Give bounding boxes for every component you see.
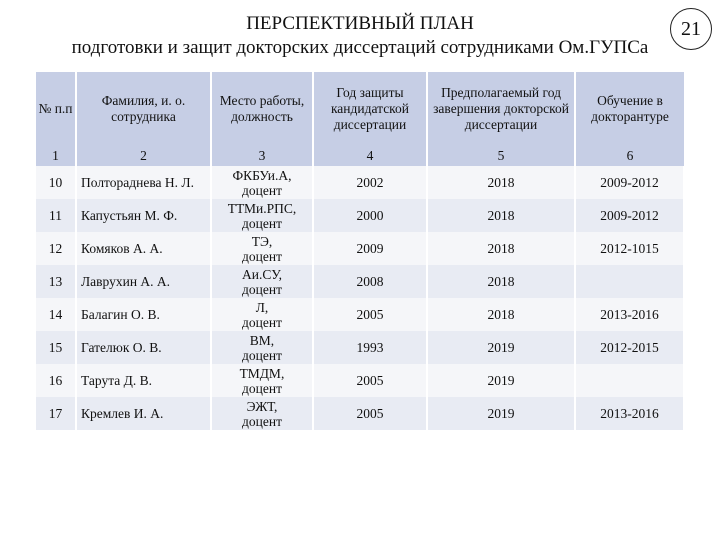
header-row	[36, 72, 684, 146]
completion-year: 2019	[427, 397, 575, 430]
row-number: 15	[36, 331, 76, 364]
employee-name: Балагин О. В.	[76, 298, 211, 331]
completion-year: 2019	[427, 331, 575, 364]
completion-year: 2018	[427, 166, 575, 199]
employee-name: Полтораднева Н. Л.	[76, 166, 211, 199]
workplace: ТЭ,	[251, 233, 273, 249]
workplace: ВМ,	[249, 332, 275, 348]
completion-year: 2019	[427, 364, 575, 397]
defense-year: 2005	[313, 364, 427, 397]
completion-year: 2018	[427, 199, 575, 232]
header-doctorate: Обучение в докторантуре	[575, 72, 684, 146]
header-number: № п.п	[36, 72, 76, 146]
position: доцент	[242, 215, 282, 231]
row-number: 12	[36, 232, 76, 265]
position: доцент	[242, 182, 282, 198]
column-number: 4	[313, 146, 427, 166]
employee-name: Гателюк О. В.	[76, 331, 211, 364]
employee-name: Тарута Д. В.	[76, 364, 211, 397]
doctorate-period: 2012-2015	[575, 331, 684, 364]
defense-year: 2009	[313, 232, 427, 265]
column-number: 6	[575, 146, 684, 166]
workplace-position	[211, 265, 313, 298]
position: доцент	[242, 248, 282, 264]
doctorate-period: 2009-2012	[575, 199, 684, 232]
row-number: 17	[36, 397, 76, 430]
page-number-badge: 21	[670, 8, 712, 50]
position: доцент	[242, 413, 282, 429]
row-number: 10	[36, 166, 76, 199]
workplace-position	[211, 331, 313, 364]
workplace: Л,	[255, 299, 269, 315]
defense-year: 2000	[313, 199, 427, 232]
page-title	[0, 12, 720, 60]
table-row	[36, 397, 684, 430]
employee-name: Кремлев И. А.	[76, 397, 211, 430]
completion-year: 2018	[427, 232, 575, 265]
column-number: 5	[427, 146, 575, 166]
workplace: ТТМи.РПС,	[227, 200, 297, 216]
workplace: ТМДМ,	[239, 365, 285, 381]
table-row	[36, 331, 684, 364]
doctorate-period: 2013-2016	[575, 397, 684, 430]
doctorate-period: 2009-2012	[575, 166, 684, 199]
title-line-1: ПЕРСПЕКТИВНЫЙ ПЛАН	[246, 13, 474, 34]
table-row	[36, 199, 684, 232]
workplace-position	[211, 298, 313, 331]
doctorate-period: 2012-1015	[575, 232, 684, 265]
title-line-2: подготовки и защит докторских диссертаций сотрудниками Ом.ГУПСа	[71, 37, 649, 58]
defense-year: 2005	[313, 298, 427, 331]
completion-year: 2018	[427, 298, 575, 331]
workplace: ЭЖТ,	[246, 398, 278, 414]
employee-name: Лаврухин А. А.	[76, 265, 211, 298]
defense-year: 2005	[313, 397, 427, 430]
column-numbers-row	[36, 146, 684, 166]
header-completion-year: Предполагаемый год завершения докторской диссертации	[427, 72, 575, 146]
employee-name: Капустьян М. Ф.	[76, 199, 211, 232]
header-name: Фамилия, и. о. сотрудника	[76, 72, 211, 146]
workplace-position	[211, 397, 313, 430]
table-row	[36, 166, 684, 199]
doctorate-period	[575, 364, 684, 397]
employee-name: Комяков А. А.	[76, 232, 211, 265]
position: доцент	[242, 380, 282, 396]
workplace: Аи.СУ,	[242, 266, 282, 282]
header-place: Место работы, должность	[211, 72, 313, 146]
column-number: 1	[36, 146, 76, 166]
table-row	[36, 298, 684, 331]
table-row	[36, 265, 684, 298]
row-number: 13	[36, 265, 76, 298]
defense-year: 2008	[313, 265, 427, 298]
defense-year: 1993	[313, 331, 427, 364]
table-row	[36, 232, 684, 265]
doctorate-period: 2013-2016	[575, 298, 684, 331]
column-number: 2	[76, 146, 211, 166]
column-number: 3	[211, 146, 313, 166]
completion-year: 2018	[427, 265, 575, 298]
position: доцент	[242, 347, 282, 363]
table-row	[36, 364, 684, 397]
workplace-position	[211, 364, 313, 397]
row-number: 11	[36, 199, 76, 232]
position: доцент	[242, 314, 282, 330]
header-defense-year: Год защиты кандидатской диссертации	[313, 72, 427, 146]
workplace-position	[211, 199, 313, 232]
defense-year: 2002	[313, 166, 427, 199]
workplace-position	[211, 232, 313, 265]
row-number: 16	[36, 364, 76, 397]
workplace: ФКБУи.А,	[232, 167, 292, 183]
workplace-position	[211, 166, 313, 199]
plan-table	[36, 72, 685, 430]
position: доцент	[242, 281, 282, 297]
row-number: 14	[36, 298, 76, 331]
doctorate-period	[575, 265, 684, 298]
